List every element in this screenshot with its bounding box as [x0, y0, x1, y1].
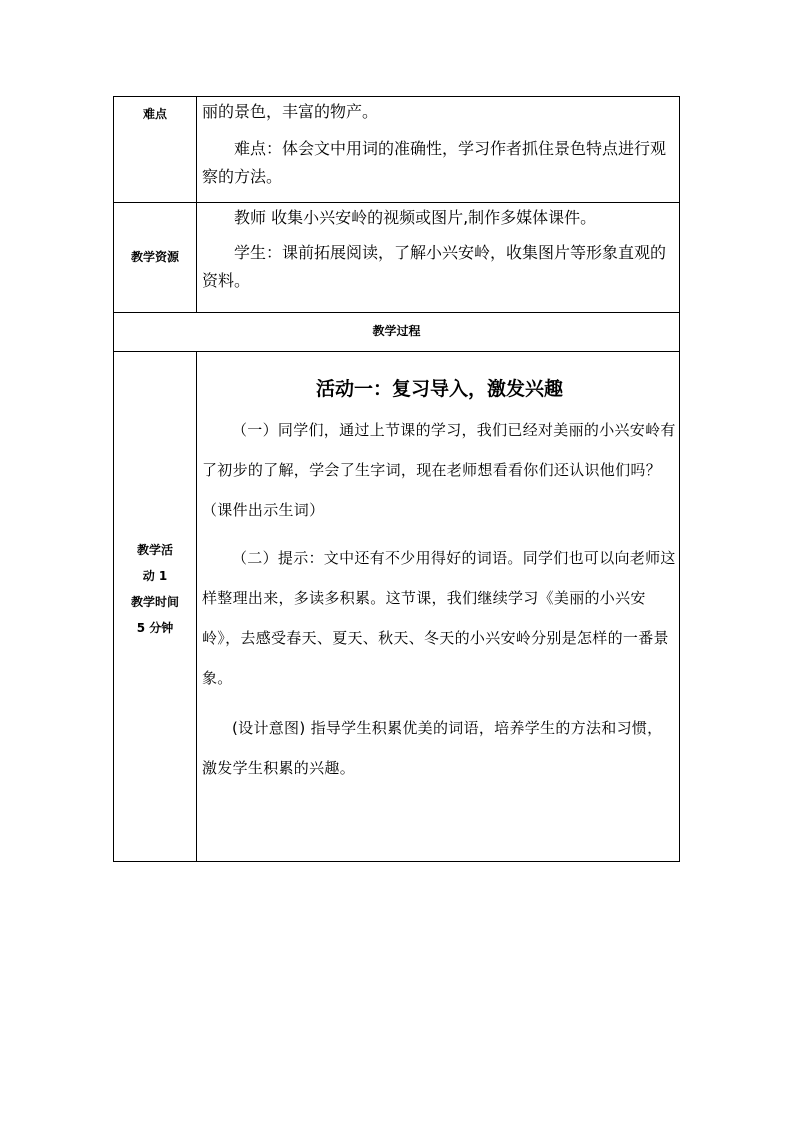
- resources-student: 学生：课前拓展阅读，了解小兴安岭，收集图片等形象直观的资料。: [202, 243, 667, 290]
- activity-label-line: 动 1: [142, 569, 168, 583]
- row-divider: [114, 351, 679, 352]
- column-divider: [196, 97, 197, 202]
- process-header: 教学过程: [372, 324, 421, 338]
- activity-label-line: 教学活: [136, 543, 173, 557]
- resources-teacher: 教师 收集小兴安岭的视频或图片,制作多媒体课件。: [234, 208, 597, 227]
- resources-label: 教学资源: [130, 250, 179, 264]
- activity-label-line: 5 分钟: [136, 621, 174, 635]
- activity-label: [114, 537, 196, 641]
- activity-title: 活动一：复习导入，激发兴趣: [315, 378, 563, 400]
- column-divider: [196, 351, 197, 862]
- lesson-plan-table: [113, 96, 680, 862]
- activity-design-intent: (设计意图) 指导学生积累优美的词语，培养学生的方法和习惯，激发学生积累的兴趣。: [202, 719, 663, 777]
- difficulty-line-2: 难点：体会文中用词的准确性，学习作者抓住景色特点进行观察的方法。: [202, 139, 667, 186]
- difficulty-label: 难点: [142, 107, 167, 121]
- resources-content: [202, 203, 677, 295]
- activity-content: [202, 374, 677, 788]
- activity-paragraph-2: （二）提示：文中还有不少用得好的词语。同学们也可以向老师这样整理出来，多读多积累。这节课，我们继续学习《美丽的小兴安岭》，去感受春天、夏天、秋天、冬天的小兴安岭分别是怎样的一番景象。: [202, 549, 676, 687]
- column-divider: [196, 202, 197, 312]
- difficulty-line-1: 丽的景色，丰富的物产。: [202, 102, 379, 121]
- difficulty-content: [202, 97, 677, 191]
- activity-paragraph-1: （一）同学们，通过上节课的学习，我们已经对美丽的小兴安岭有了初步的了解，学会了生字词，现在老师想看看你们还认识他们吗？（课件出示生词）: [202, 421, 676, 519]
- activity-label-line: 教学时间: [130, 595, 179, 609]
